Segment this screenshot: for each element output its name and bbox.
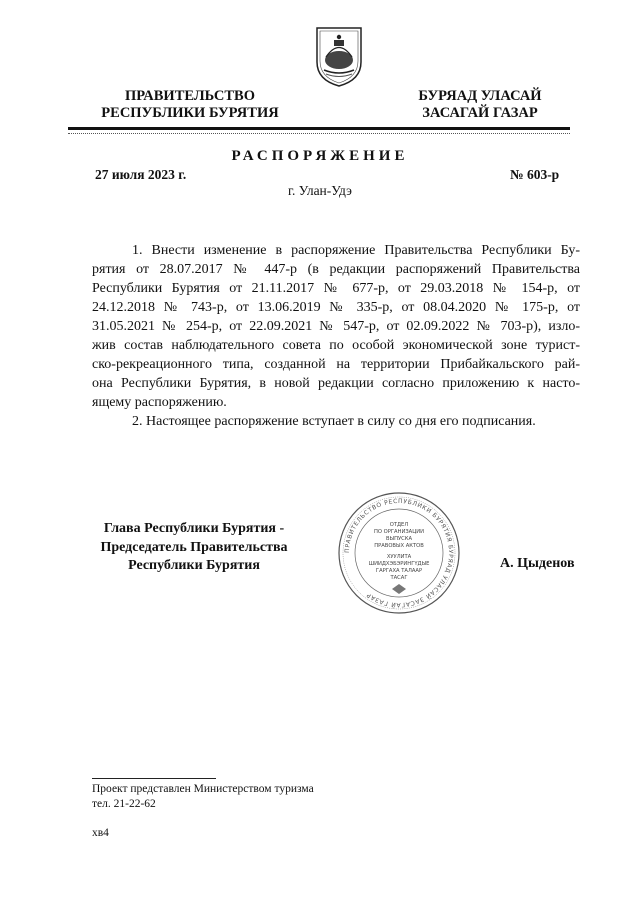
document-number: № 603-р xyxy=(510,167,560,182)
document-type: РАСПОРЯЖЕНИЕ xyxy=(231,148,409,164)
government-name-buryat xyxy=(400,88,560,122)
paragraph-1-line: она Республики Бурятия, в новой редакции согласно приложению к насто- xyxy=(92,376,580,391)
paragraph-1-line: жив состав наблюдательного совета по особой экономической зоне турист- xyxy=(92,338,580,353)
signatory-name: А. Цыденов xyxy=(500,556,575,571)
footnote-rule xyxy=(92,778,216,779)
seal-line: ВЫПУСКА xyxy=(385,536,413,542)
seal-line: ШИИДХЭБЭРИНГҮДЫЕ xyxy=(368,561,430,567)
signatory-title-line3: Республики Бурятия xyxy=(128,558,260,573)
header-right-line2: ЗАСАГАЙ ГАЗАР xyxy=(422,105,538,121)
header-rule xyxy=(68,127,570,130)
paragraph-1-line: 1. Внести изменение в распоряжение Правительства Республики Бу- xyxy=(132,243,580,258)
header-dotted-rule xyxy=(68,133,570,134)
seal-line: ПО ОРГАНИЗАЦИИ xyxy=(373,529,425,535)
signatory-title-line1: Глава Республики Бурятия - xyxy=(103,521,285,536)
header-left-line2: РЕСПУБЛИКИ БУРЯТИЯ xyxy=(101,105,279,121)
footnote-line2: тел. 21-22-62 xyxy=(92,798,156,810)
paragraph-1-line: ско-рекреационного типа, созданной на территории Прибайкальского рай- xyxy=(92,357,580,372)
coat-of-arms-icon xyxy=(312,24,366,88)
seal-line: ПРАВОВЫХ АКТОВ xyxy=(374,543,424,549)
paragraph-1-line: 31.05.2021 № 254-р, от 22.09.2021 № 547-р, от 02.09.2022 № 703-р), изло- xyxy=(92,319,580,334)
header-right-line1: БУРЯАД УЛАСАЙ xyxy=(418,88,542,104)
signatory-title-line2: Председатель Правительства xyxy=(100,539,288,555)
official-seal xyxy=(336,490,462,616)
paragraph-2-line: 2. Настоящее распоряжение вступает в силу со дня его подписания. xyxy=(132,414,536,429)
paragraph-1-line: ящему распоряжению. xyxy=(92,395,227,410)
paragraph-1-line: рятия от 28.07.2017 № 447-р (в редакции распоряжений Правительства xyxy=(92,262,580,277)
document-code: хв4 xyxy=(92,827,109,839)
paragraph-1-line: Республики Бурятия от 21.11.2017 № 677-р, от 29.03.2018 № 154-р, от xyxy=(92,281,580,296)
footnote xyxy=(92,782,314,812)
seal-line: ОТДЕЛ xyxy=(389,522,409,528)
paragraph-1 xyxy=(92,241,580,412)
seal-ring-text: ПРАВИТЕЛЬСТВО РЕСПУБЛИКИ БУРЯТИЯ БУРЯАД УЛАСАЙ ЗАСАГАЙ ГАЗАР xyxy=(343,497,455,609)
document-city: г. Улан-Удэ xyxy=(288,183,352,198)
seal-line: ТАСАГ xyxy=(390,575,408,581)
paragraph-1-line: 24.12.2018 № 743-р, от 13.06.2019 № 335-р, от 08.04.2020 № 175-р, от xyxy=(92,300,580,315)
seal-line: ГАРГАХА ТАЛААР xyxy=(375,568,423,574)
document-date: 27 июля 2023 г. xyxy=(95,167,187,182)
footnote-line1: Проект представлен Министерством туризма xyxy=(92,783,314,795)
seal-line: ХУУЛИТА xyxy=(386,554,412,560)
paragraph-2 xyxy=(92,412,580,431)
header-left-line1: ПРАВИТЕЛЬСТВО xyxy=(125,88,255,104)
signatory-title xyxy=(80,520,308,576)
government-name-russian xyxy=(80,88,300,122)
